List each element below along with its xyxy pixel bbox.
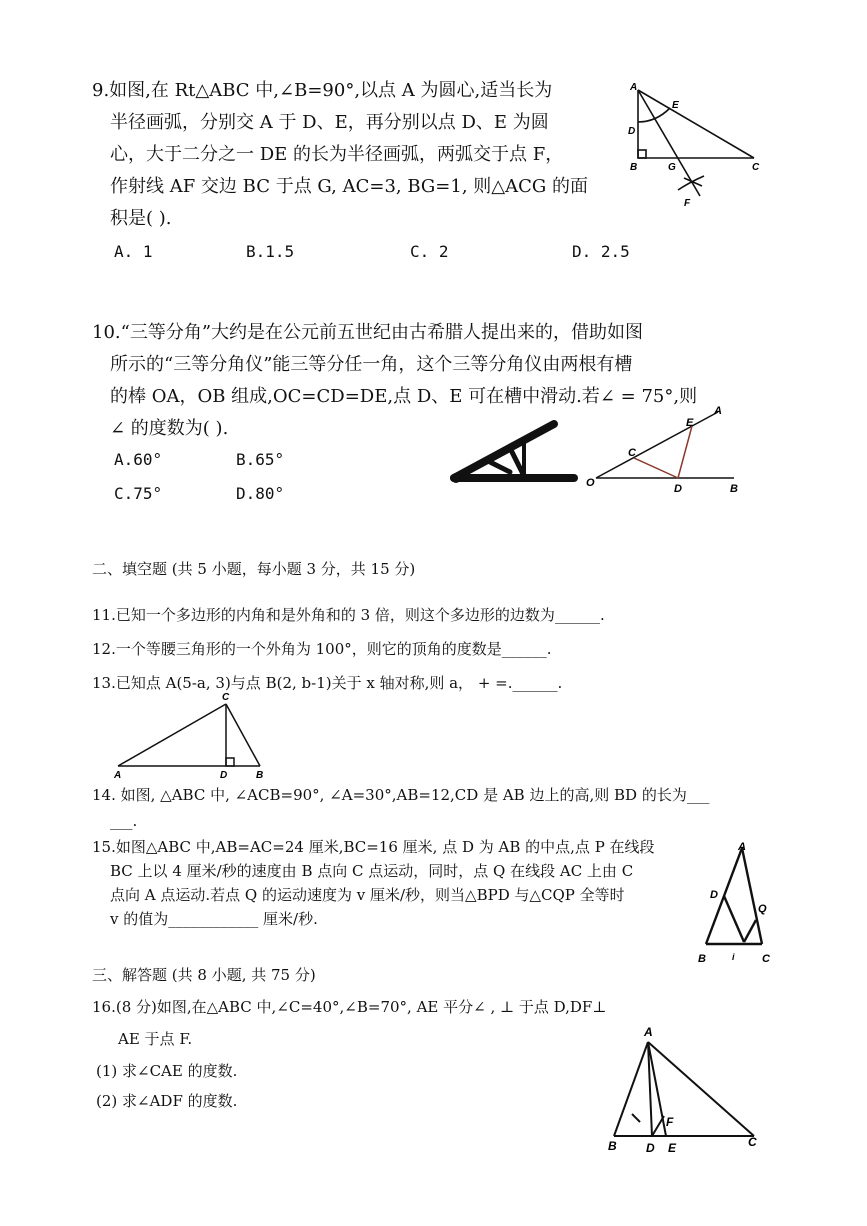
q16-part-1: (1) 求∠CAE 的度数. <box>96 1062 238 1080</box>
q16-line-2: AE 于点 F. <box>118 1030 193 1048</box>
q10-label-c: C <box>628 447 636 459</box>
q9-label-e: E <box>672 100 679 111</box>
q9-figure <box>620 78 770 208</box>
q10-line-2: 所示的“三等分角仪”能三等分任一角，这个三等分角仪由两根有槽 <box>110 354 633 375</box>
q9-line-2: 半径画弧，分别交 A 于 D、E，再分别以点 D、E 为圆 <box>110 112 549 133</box>
q10-option-a: A.60° <box>114 450 163 469</box>
q16-label-a: A <box>644 1025 653 1039</box>
q10-option-c: C.75° <box>114 484 163 503</box>
q10-line-1: 10.“三等分角”大约是在公元前五世纪由古希腊人提出来的，借助如图 <box>92 322 644 343</box>
section-3-title: 三、解答题 (共 8 小题, 共 75 分) <box>92 966 316 984</box>
q10-option-d: D.80° <box>236 484 285 503</box>
question-12: 12.一个等腰三角形的一个外角为 100°，则它的顶角的度数是______. <box>92 640 552 658</box>
q13-label-a: A <box>114 770 122 781</box>
q10-line-4: ∠ 的度数为( ). <box>110 418 229 439</box>
section-2-title: 二、填空题 (共 5 小题，每小题 3 分，共 15 分) <box>92 560 416 578</box>
q16-label-f: F <box>666 1115 674 1129</box>
q15-label-c: C <box>762 953 770 965</box>
question-14-line-2: ___. <box>110 812 138 830</box>
q10-line-3: 的棒 OA，OB 组成,OC=CD=DE,点 D、E 可在槽中滑动.若∠ = 75°,则 <box>110 386 698 407</box>
q15-label-d: D <box>710 889 718 901</box>
q15-figure <box>696 838 786 966</box>
q9-label-c: C <box>752 162 760 173</box>
q9-label-d: D <box>628 126 636 137</box>
q13-label-c: C <box>222 692 230 703</box>
q10-option-b: B.65° <box>236 450 285 469</box>
q15-label-b: B <box>698 953 706 965</box>
q16-label-e: E <box>668 1141 677 1155</box>
q13-figure <box>110 690 270 780</box>
q10-label-b: B <box>730 483 738 495</box>
q9-label-b: B <box>630 162 638 173</box>
q9-option-c: C. 2 <box>410 242 449 261</box>
q10-trisector-figure <box>448 412 598 498</box>
q10-angle-figure <box>584 404 744 496</box>
question-11: 11.已知一个多边形的内角和是外角和的 3 倍，则这个多边形的边数为______. <box>92 606 605 624</box>
question-14-line-1: 14. 如图, △ABC 中, ∠ACB=90°, ∠A=30°,AB=12,CD 是 AB 边上的高,则 BD 的长为___ <box>92 786 710 804</box>
q16-part-2: (2) 求∠ADF 的度数. <box>96 1092 238 1110</box>
q9-option-b: B.1.5 <box>246 242 295 261</box>
q16-label-b: B <box>608 1139 617 1153</box>
q15-line-3: 点向 A 点运动.若点 Q 的运动速度为 v 厘米/秒，则当△BPD 与△CQP 全等时 <box>110 886 625 904</box>
q13-label-b: B <box>256 770 264 781</box>
q16-label-d: D <box>646 1141 655 1155</box>
q10-label-a: A <box>714 405 722 417</box>
q15-line-1: 15.如图△ABC 中,AB=AC=24 厘米,BC=16 厘米, 点 D 为 AB 的中点,点 P 在线段 <box>92 838 655 856</box>
q13-label-d: D <box>220 770 228 781</box>
q15-line-4: v 的值为____________ 厘米/秒. <box>110 910 318 928</box>
q9-label-f: F <box>684 198 691 209</box>
q10-label-d: D <box>674 483 682 495</box>
q9-label-g: G <box>668 162 676 173</box>
q15-label-a: A <box>738 841 746 853</box>
q9-option-d: D. 2.5 <box>572 242 630 261</box>
q16-figure <box>604 1018 770 1158</box>
q9-line-4: 作射线 AF 交边 BC 于点 G, AC=3, BG=1, 则△ACG 的面 <box>110 176 588 197</box>
q9-label-a: A <box>630 82 638 93</box>
q9-line-3: 心，大于二分之一 DE 的长为半径画弧，两弧交于点 F， <box>110 144 564 165</box>
q16-label-c: C <box>748 1135 757 1149</box>
q9-line-1: 9.如图,在 Rt△ABC 中,∠B=90°,以点 A 为圆心,适当长为 <box>92 80 553 101</box>
q10-label-e: E <box>686 417 694 429</box>
q9-line-5: 积是( ). <box>110 208 172 229</box>
q15-label-q: Q <box>758 903 767 915</box>
q10-label-o: O <box>586 477 595 489</box>
question-13: 13.已知点 A(5-a, 3)与点 B(2, b-1)关于 x 轴对称,则 a， + =.______. <box>92 674 563 692</box>
q15-line-2: BC 上以 4 厘米/秒的速度由 B 点向 C 点运动，同时，点 Q 在线段 AC 上由 C <box>110 862 634 880</box>
q15-label-i: i <box>732 952 735 962</box>
q9-option-a: A. 1 <box>114 242 153 261</box>
q16-line-1: 16.(8 分)如图,在△ABC 中,∠C=40°,∠B=70°, AE 平分∠ , ⊥ 于点 D,DF⊥ <box>92 998 607 1016</box>
